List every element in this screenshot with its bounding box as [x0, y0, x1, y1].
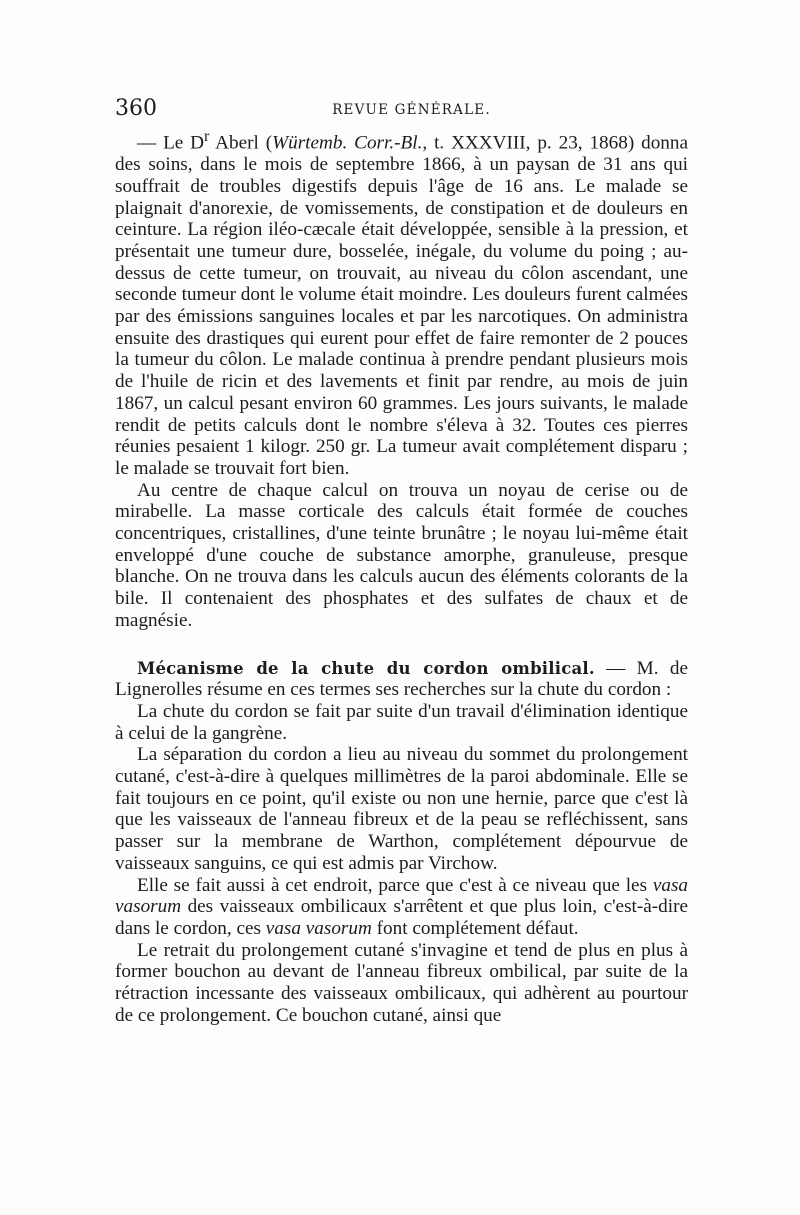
section-spacer: [115, 632, 688, 658]
doctor-abbrev-superscript: r: [204, 128, 210, 145]
cord-fall-paragraph-2: La séparation du cordon a lieu au niveau du sommet du prolongement cutané, c'est-à-dire à quelques millimètres de la paroi abdominale. Elle se fait toujours en ce point, qu'il existe ou non une hernie, parce que c'est là que les vaisseaux de l'anneau fibreux et de la peau se refléchissent, sans passer sur la membrane de Warthon, complétement dépourvue de vaisseaux sanguins, ce qui est admis par Virchow.: [115, 744, 688, 874]
calculus-description-paragraph: Au centre de chaque calcul on trouva un noyau de cerise ou de mirabelle. La masse corticale des calculs était formée de couches concentriques, cristallines, d'une teinte brunâtre ; le noyau lui-même était enveloppé d'une couche de substance amorphe, granuleuse, presque blanche. On ne trouva dans les calculs aucun des éléments colorants de la bile. Il contenaient des phosphates et des sulfates de chaux et de magnésie.: [115, 479, 688, 631]
paragraph-3-part-a: Elle se fait aussi à cet endroit, parce que c'est à ce niveau que les: [137, 874, 653, 896]
cord-fall-paragraph-3: [115, 875, 688, 940]
paragraph-3-part-c: font complétement défaut.: [371, 918, 579, 939]
vasa-vasorum-term: vasa vasorum: [115, 874, 688, 918]
book-page: [115, 96, 688, 1027]
case-author: Aberl (: [209, 132, 273, 154]
paragraph-3-part-b: des vaisseaux ombilicaux s'arrêtent et que plus loin, c'est-à-dire dans le cordon, ces: [115, 896, 688, 939]
page-number: 360: [115, 96, 157, 121]
journal-citation: Würtemb. Corr.-Bl.: [272, 132, 423, 154]
section-heading-paragraph: [115, 658, 688, 701]
case-text: , t. XXXVIII, p. 23, 1868) donna des soins, dans le mois de septembre 1866, à un paysan de 31 ans qui souffrait de troubles digestifs depuis l'âge de 16 ans. Le malade se plaignait d'anorexie, de vomissements, de constipation et de douleurs en ceinture. La région iléo-cæcale était développée, sensible à la pression, et présentait une tumeur dure, bosselée, inégale, du volume du poing ; au-dessus de cette tumeur, on trouvait, au niveau du côlon ascendant, une seconde tumeur dont le volume était moindre. Les douleurs furent calmées par des émissions sanguines locales et par les narcotiques. On administra ensuite des drastiques qui eurent pour effet de faire remonter de 2 pouces la tumeur du côlon. Le malade continua à prendre pendant plusieurs mois de l'huile de ricin et des lavements et finit par rendre, au mois de juin 1867, un calcul pesant environ 60 grammes. Les jours suivants, le malade rendit de petits calculs dont le nombre s'éleva à 32. Toutes ces pierres réunies pesaient 1 kilogr. 250 gr. La tumeur avait complétement disparu ; le malade se trouvait fort bien.: [115, 132, 688, 479]
section-title: Mécanisme de la chute du cordon ombilical.: [137, 658, 595, 678]
section-lead: — M. de Lignerolles résume en ces termes ses recherches sur la chute du cordon :: [115, 657, 689, 701]
case-intro: — Le D: [137, 132, 205, 154]
cord-fall-paragraph-4: Le retrait du prolongement cutané s'invagine et tend de plus en plus à former bouchon au devant de l'anneau fibreux ombilical, par suite de la rétraction incessante des vaisseaux ombilicaux, qui adhèrent au pourtour de ce prolongement. Ce bouchon cutané, ainsi que: [115, 939, 688, 1026]
case-report-paragraph: [115, 126, 688, 480]
running-head: REVUE GÉNÉRALE.: [332, 102, 491, 118]
vasa-vasorum-term: vasa vasorum: [265, 918, 372, 939]
cord-fall-paragraph-1: La chute du cordon se fait par suite d'un travail d'élimination identique à celui de la gangrène.: [115, 700, 688, 744]
page-header: [115, 96, 688, 124]
